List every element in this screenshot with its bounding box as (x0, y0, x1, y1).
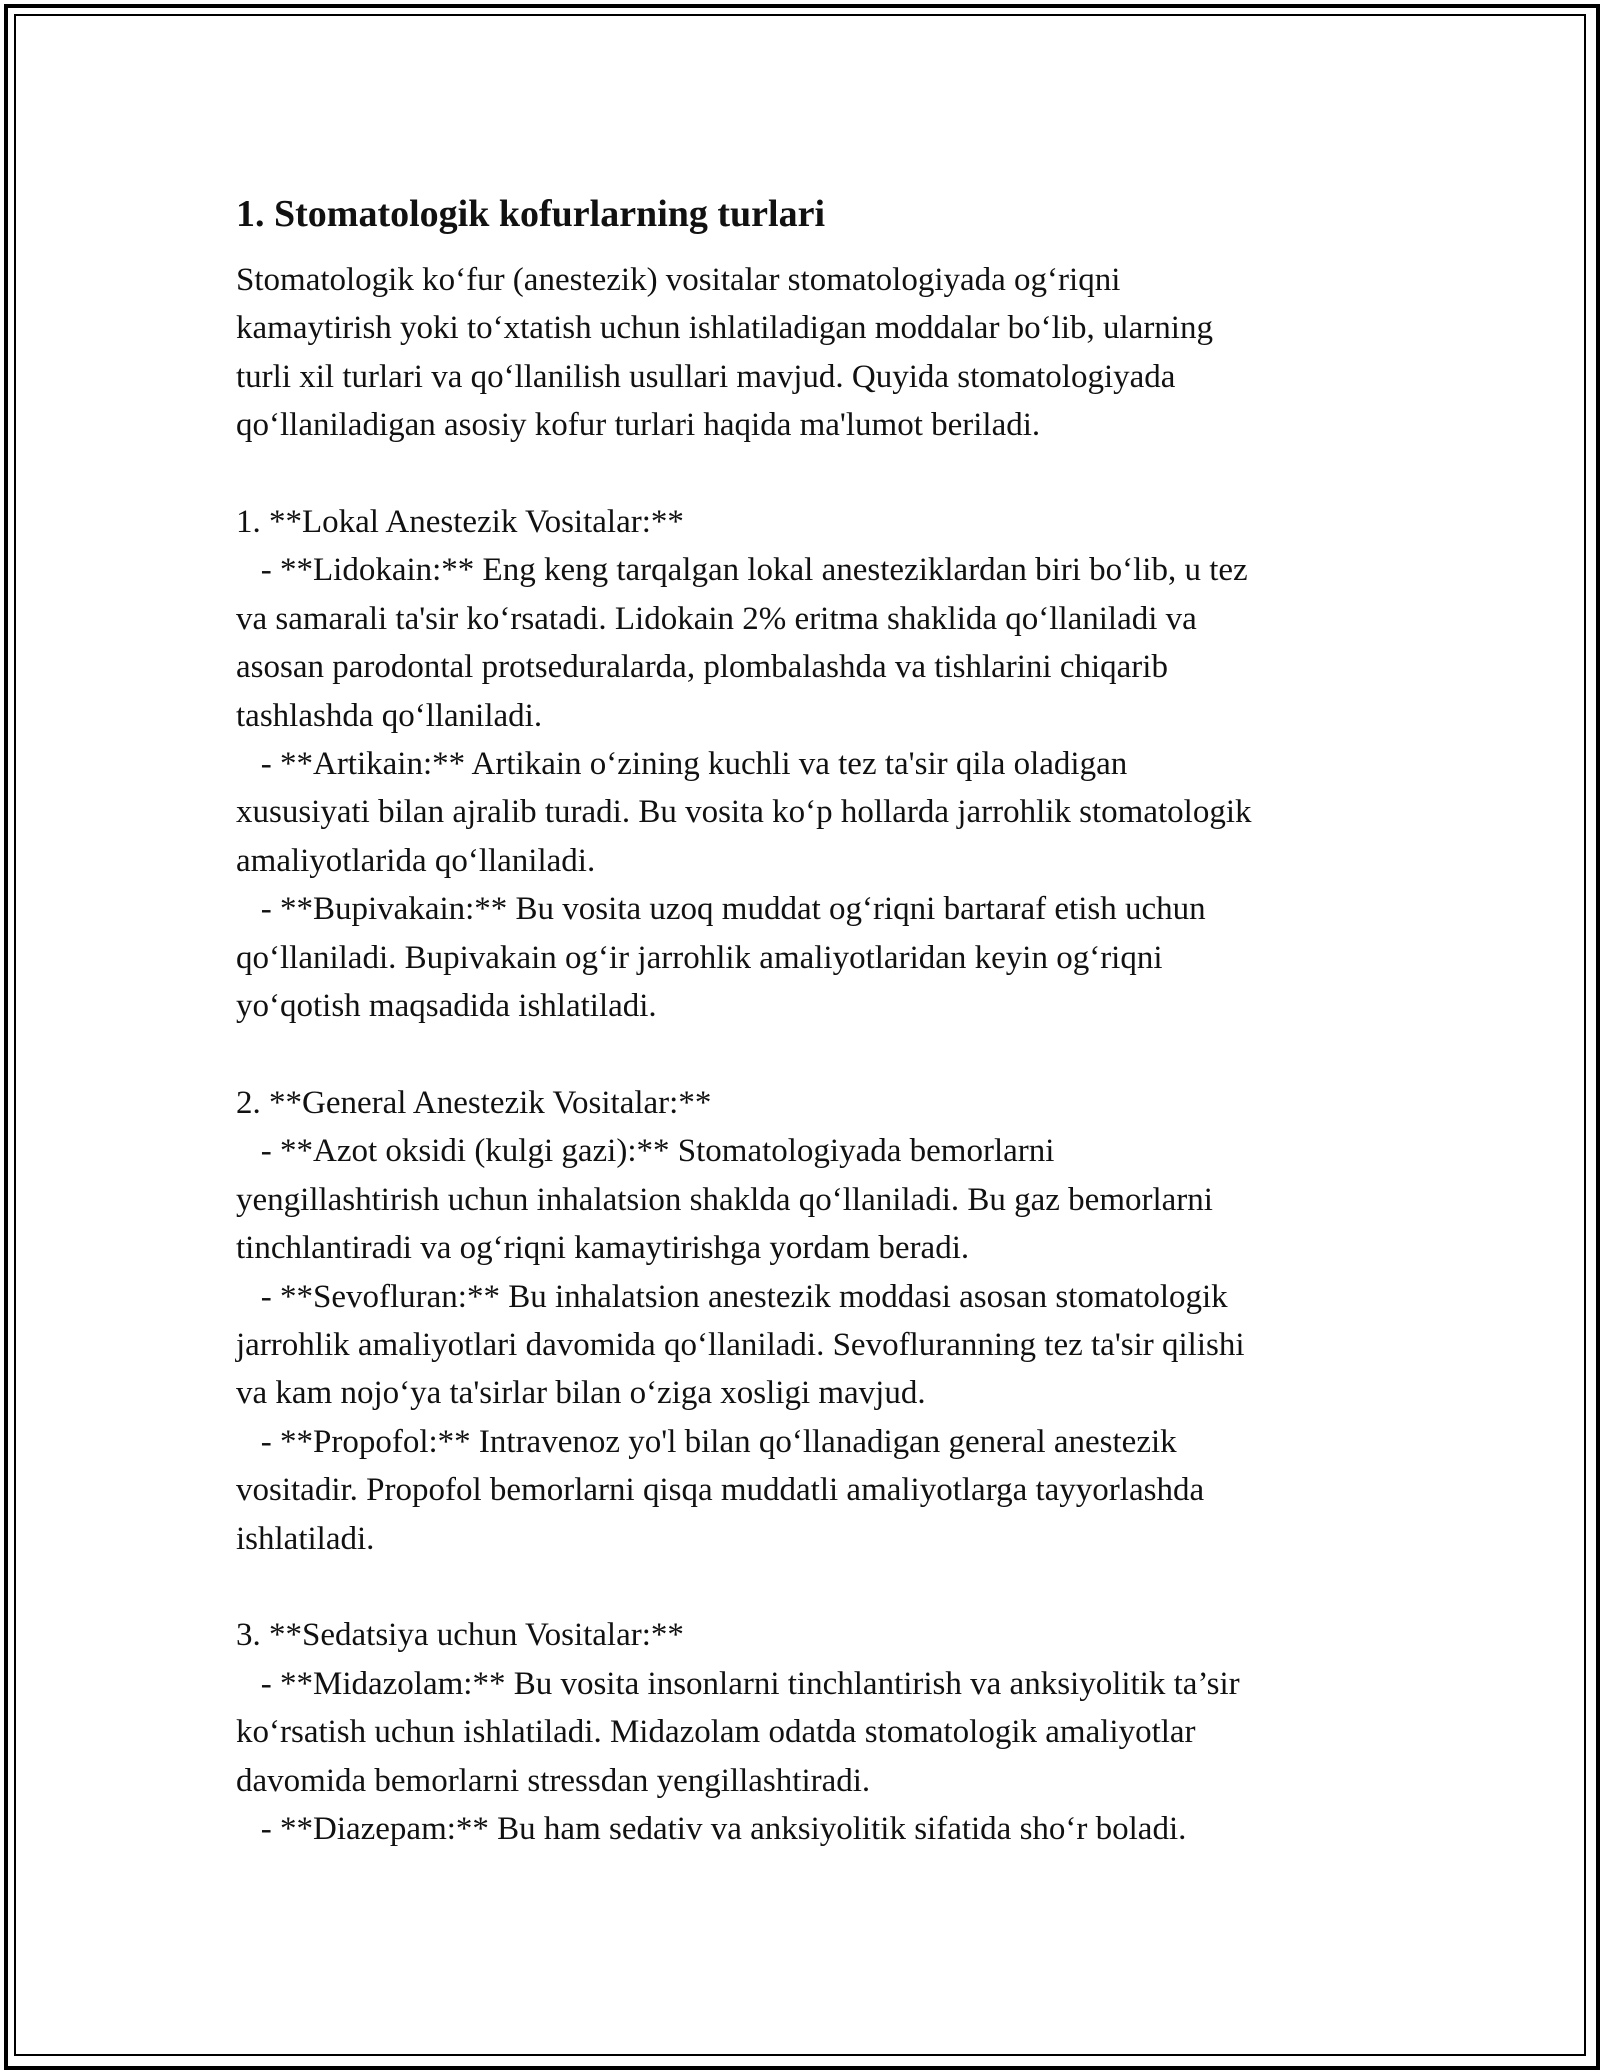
document-content (236, 188, 1386, 1853)
document-title: 1. Stomatologik kofurlarning turlari (236, 193, 826, 235)
document-body: Stomatologik ko‘fur (anestezik) vositalar stomatologiyada og‘riqni kamaytirish yoki to‘xtatish uchun ishlatiladigan moddalar bo‘lib, ularning turli xil turlari va qo‘llanilish usullari mavjud. Quyida stomatologiyada qo‘llaniladigan asosiy kofur turlari haqida ma'lumot beriladi. 1. **Lokal Anestezik Vositalar:** - **Lidokain:** Eng keng tarqalgan lokal anesteziklardan biri bo‘lib, u tez va samarali ta'sir ko‘rsatadi. Lidokain 2% eritma shaklida qo‘llaniladi va asosan parodontal protseduralarda, plombalashda va tishlarini chiqarib tashlashda qo‘llaniladi. - **Artikain:** Artikain o‘zining kuchli va tez ta'sir qila oladigan xususiyati bilan ajralib turadi. Bu vosita ko‘p hollarda jarrohlik stomatologik amaliyotlarida qo‘llaniladi. - **Bupivakain:** Bu vosita uzoq muddat og‘riqni bartaraf etish uchun qo‘llaniladi. Bupivakain og‘ir jarrohlik amaliyotlaridan keyin og‘riqni yo‘qotish maqsadida ishlatiladi. 2. **General Anestezik Vositalar:** - **Azot oksidi (kulgi gazi):** Stomatologiyada bemorlarni yengillashtirish uchun inhalatsion shaklda qo‘llaniladi. Bu gaz bemorlarni tinchlantiradi va og‘riqni kamaytirishga yordam beradi. - **Sevofluran:** Bu inhalatsion anestezik moddasi asosan stomatologik jarrohlik amaliyotlari davomida qo‘llaniladi. Sevofluranning tez ta'sir qilishi va kam nojo‘ya ta'sirlar bilan o‘ziga xosligi mavjud. - **Propofol:** Intravenoz yo'l bilan qo‘llanadigan general anestezik vositadir. Propofol bemorlarni qisqa muddatli amaliyotlarga tayyorlashda ishlatiladi. 3. **Sedatsiya uchun Vositalar:** - **Midazolam:** Bu vosita insonlarni tinchlantirish va anksiyolitik ta’sir ko‘rsatish uchun ishlatiladi. Midazolam odatda stomatologik amaliyotlar davomida bemorlarni stressdan yengillashtiradi. - **Diazepam:** Bu ham sedativ va anksiyolitik sifatida sho‘r boladi. (236, 262, 1252, 1847)
